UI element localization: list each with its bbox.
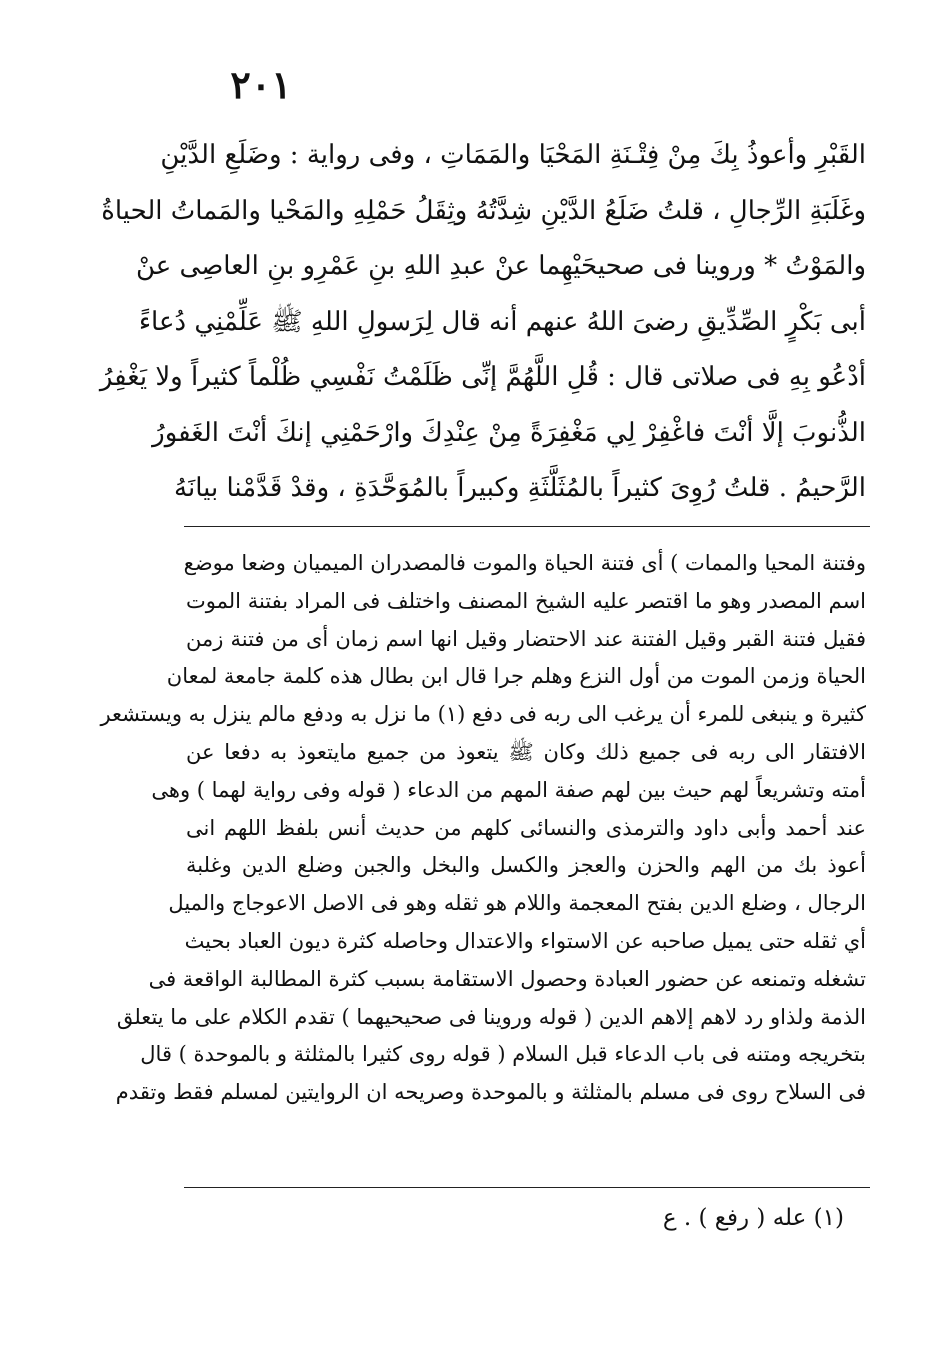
footnote-separator-rule	[184, 1187, 870, 1188]
commentary-line: أمته وتشريعاً لهم حيث بين لهم صفة المهم من الدعاء ( قوله وفى رواية لهما ) وهى	[151, 777, 866, 802]
main-text-line: الرَّحيمُ . قلتُ رُوِىَ كثيراً بالمُثَلَّثَةِ وكبيراً بالمُوَحَّدَةِ ، وقدْ قَدَّمْنا بيانَهُ	[174, 473, 866, 503]
commentary-line: فى السلاح روى فى مسلم بالمثلثة و بالموحدة وصريحه ان الروايتين لمسلم فقط وتقدم	[115, 1080, 866, 1105]
main-text-line: وغَلَبَةِ الرِّجالِ ، قلتُ ضَلَعُ الدَّيْنِ شِدَّتُهُ وثِقَلُ حَمْلِهِ والمَحْيا والمَماتُ الحياةُ	[101, 195, 866, 226]
commentary-line: الحياة وزمن الموت من أول النزع وهلم جرا قال ابن بطال هذه كلمة جامعة لمعان	[166, 664, 866, 689]
main-text-block	[99, 128, 866, 517]
commentary-line: الذمة ولذاو رد لاهم إلاهم الدين ( قوله وروينا فى صحيحيهما ) تقدم الكلام على ما يتعلق	[116, 1004, 866, 1029]
main-text-line: أدْعُو بِهِ فى صلاتى قال : قُلِ اللَّهُمَّ إنِّى ظَلَمْتُ نَفْسِي ظُلْماً كثيراً ولا يَغْفِرُ	[99, 362, 866, 392]
commentary-line: تشغله وتمنعه عن حضور العبادة وحصول الاستقامة بسبب كثرة المطالبة الواقعة فى	[148, 966, 866, 991]
commentary-line: كثيرة و ينبغى للمرء أن يرغب الى ربه فى دفع (١) ما نزل به ودفع مالم ينزل به ويستشعر	[100, 702, 866, 727]
commentary-line: فقيل فتنة القبر وقيل الفتنة عند الاحتضار وقيل انها اسم زمان أى من فتنة زمن	[186, 626, 866, 651]
separator-rule	[184, 526, 870, 527]
main-text-line: الذُّنوبَ إلَّا أنْتَ فاغْفِرْ لِي مَغْفِرَةً مِنْ عِنْدِكَ وارْحَمْنِي إنكَ أنْتَ الغَفورُ	[152, 417, 866, 448]
commentary-line: اسم المصدر وهو ما اقتصر عليه الشيخ المصنف واختلف فى المراد بفتنة الموت	[186, 588, 866, 613]
page-number: ٢٠١	[230, 62, 292, 107]
commentary-line: الرجال ، وضلع الدين بفتح المعجمة واللام هو ثقله وهو فى الاصل الاعوجاج والميل	[168, 891, 866, 916]
main-text-line: القَبْرِ وأعوذُ بِكَ مِنْ فِتْـنَةِ المَحْيَا والمَمَاتِ ، وفى رواية : وضَلَعِ الدَّيْنِ	[160, 140, 866, 170]
commentary-line: أعوذ بك من الهم والحزن والعجز والكسل والبخل والجبن وضلع الدين وغلبة	[186, 853, 866, 878]
commentary-line: وفتنة المحيا والممات ) أى فتنة الحياة والموت فالمصدران الميميان وضعا موضع	[183, 551, 866, 575]
commentary-line: الافتقار الى ربه فى جميع ذلك وكان ﷺ يتعوذ من جميع مايتعوذ به دفعا عن	[186, 739, 866, 764]
commentary-line: عند أحمد وأبى داود والترمذى والنسائى كلهم من حديث أنس بلفظ اللهم انى	[186, 815, 866, 840]
footnote: (١) عله ( رفع ) . ع	[662, 1205, 844, 1231]
commentary-line: أي ثقله حتى يميل صاحبه عن الاستواء والاعتدال وحاصله كثرة ديون العباد بحيث	[184, 928, 866, 953]
commentary-block	[100, 545, 866, 1112]
main-text-line: أبى بَكْرٍ الصِّدِّيقِ رضىَ اللهُ عنهم أنه قال لِرَسولِ اللهِ ﷺ عَلِّمْنِي دُعاءً	[138, 306, 866, 337]
commentary-line: بتخريجه ومتنه فى باب الدعاء قبل السلام ( قوله روى كثيرا بالمثلثة و بالموحدة ) قال	[140, 1042, 866, 1067]
main-text-line: والمَوْتُ * وروينا فى صحيحَيْهِما عنْ عبدِ اللهِ بنِ عَمْرِو بنِ العاصِى عنْ	[135, 251, 866, 281]
